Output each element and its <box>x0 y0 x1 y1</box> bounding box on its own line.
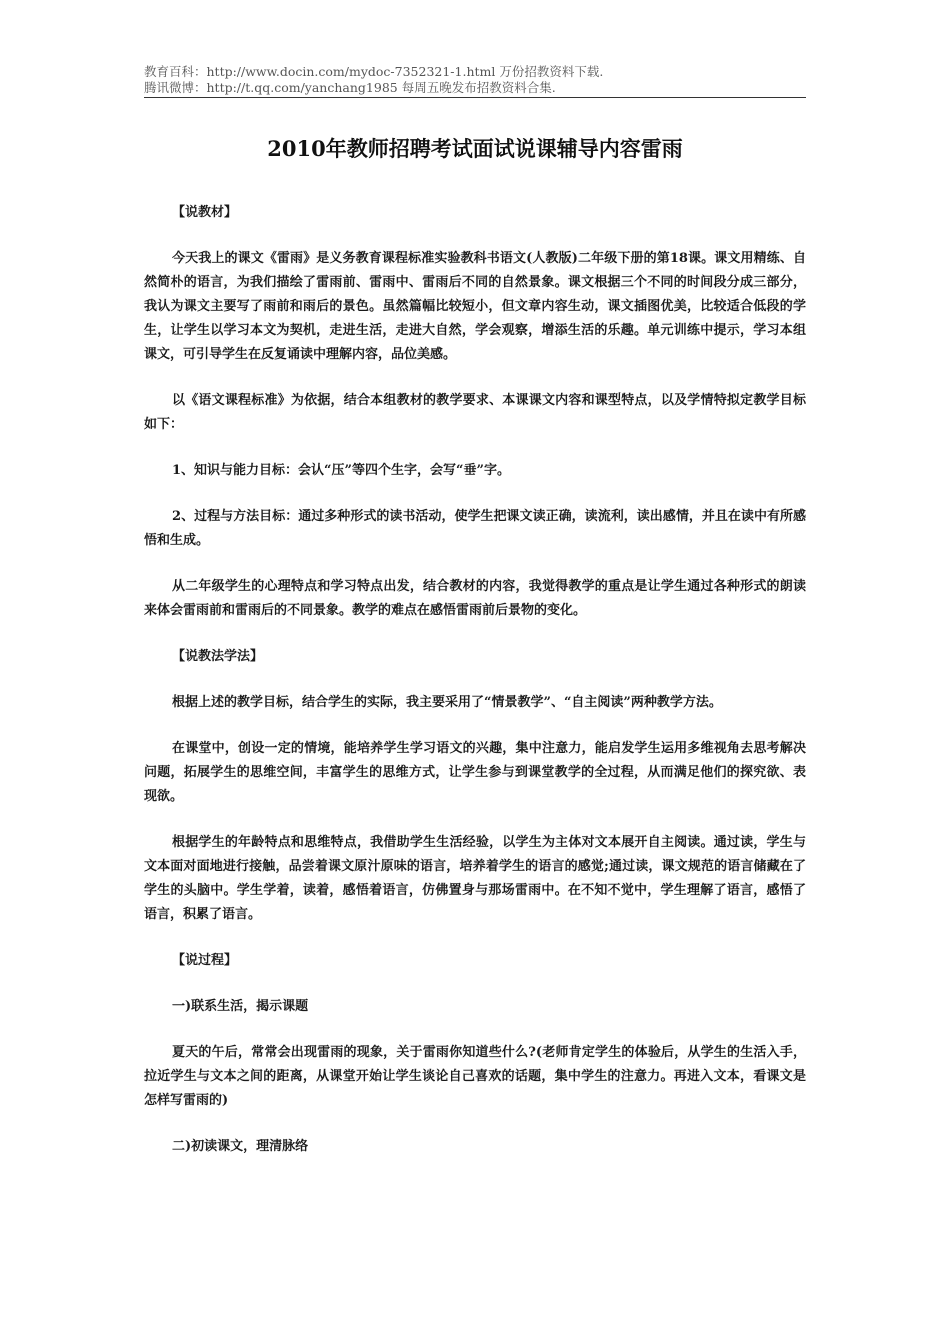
document-title: 2010年教师招聘考试面试说课辅导内容雷雨 <box>267 136 683 161</box>
header-line-weibo: 腾讯微博：http://t.qq.com/yanchang1985 每周五晚发布招教资料合集. <box>144 80 556 95</box>
paragraph: 在课堂中，创设一定的情境，能培养学生学习语文的兴趣，集中注意力，能启发学生运用多维视角去思考解决问题，拓展学生的思维空间，丰富学生的思维方式，让学生参与到课堂教学的全过程，从而满足他们的探究欲、表现欲。 <box>144 741 806 804</box>
document-header <box>144 64 806 98</box>
paragraph: 2、过程与方法目标：通过多种形式的读书活动，使学生把课文读正确，读流利，读出感情，并且在读中有所感悟和生成。 <box>144 509 806 548</box>
paragraph: 以《语文课程标准》为依据，结合本组教材的教学要求、本课课文内容和课型特点，以及学情特拟定教学目标如下： <box>144 393 806 432</box>
header-line-baike: 教育百科：http://www.docin.com/mydoc-7352321-1.html 万份招教资料下载. <box>144 64 604 79</box>
paragraph: 二)初读课文，理清脉络 <box>172 1139 309 1154</box>
paragraph: 一)联系生活，揭示课题 <box>172 999 309 1014</box>
paragraph: 根据学生的年龄特点和思维特点，我借助学生生活经验，以学生为主体对文本展开自主阅读。通过读，学生与文本面对面地进行接触，品尝着课文原汁原味的语言，培养着学生的语言的感觉;通过读，课文规范的语言储藏在了学生的头脑中。学生学着，读着，感悟着语言，仿佛置身与那场雷雨中。在不知不觉中，学生理解了语言，感悟了语言，积累了语言。 <box>144 835 806 922</box>
paragraph: 今天我上的课文《雷雨》是义务教育课程标准实验教科书语文(人教版)二年级下册的第18课。课文用精练、自然简朴的语言，为我们描绘了雷雨前、雷雨中、雷雨后不同的自然景象。课文根据三个不同的时间段分成三部分，我认为课文主要写了雨前和雨后的景色。虽然篇幅比较短小，但文章内容生动，课文插图优美，比较适合低段的学生，让学生以学习本文为契机，走进生活，走进大自然，学会观察，增添生活的乐趣。单元训练中提示，学习本组课文，可引导学生在反复诵读中理解内容，品位美感。 <box>144 251 806 362</box>
paragraph: 夏天的午后，常常会出现雷雨的现象，关于雷雨你知道些什么?(老师肯定学生的体验后，从学生的生活入手，拉近学生与文本之间的距离，从课堂开始让学生谈论自己喜欢的话题，集中学生的注意力。再进入文本，看课文是怎样写雷雨的) <box>144 1045 806 1108</box>
section-heading-teaching-methods: 【说教法学法】 <box>172 649 264 664</box>
paragraph: 从二年级学生的心理特点和学习特点出发，结合教材的内容，我觉得教学的重点是让学生通过各种形式的朗读来体会雷雨前和雷雨后的不同景象。教学的难点在感悟雷雨前后景物的变化。 <box>144 579 806 618</box>
section-heading-process: 【说过程】 <box>172 953 238 968</box>
paragraph: 根据上述的教学目标，结合学生的实际，我主要采用了“情景教学”、“自主阅读”两种教学方法。 <box>172 695 722 710</box>
paragraph: 1、知识与能力目标：会认“压”等四个生字，会写“垂”字。 <box>172 463 510 478</box>
section-heading-teaching-material: 【说教材】 <box>172 205 238 220</box>
document-body <box>144 201 806 1181</box>
